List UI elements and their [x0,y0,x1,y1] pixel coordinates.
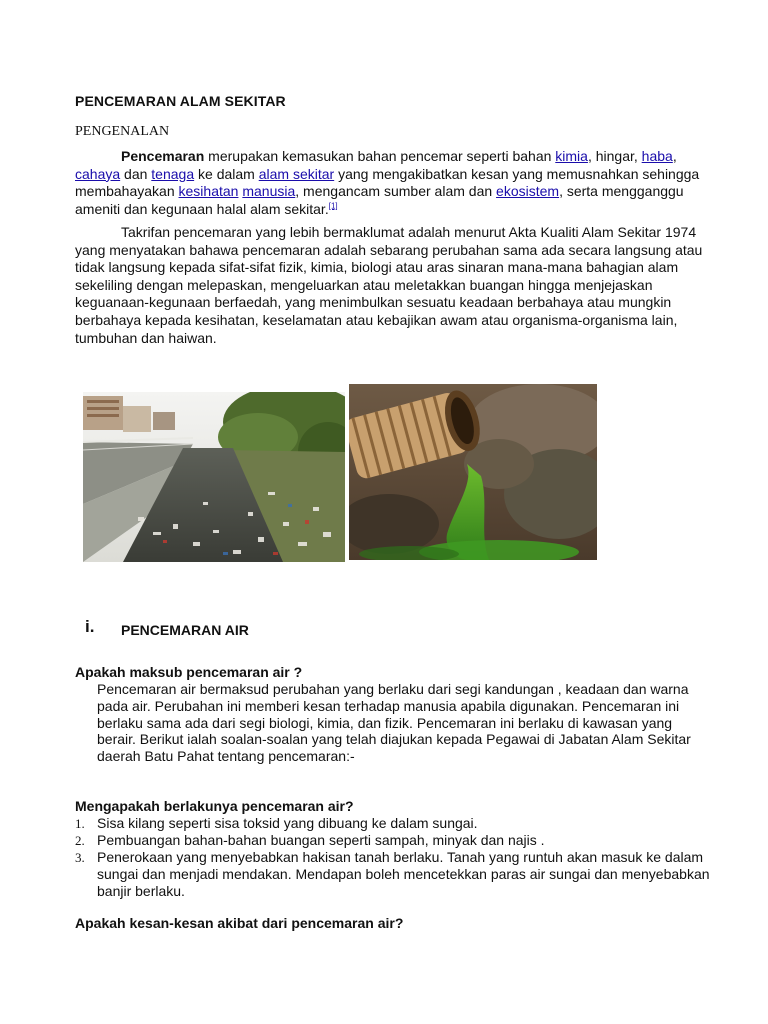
reference-link[interactable]: [1] [328,201,338,211]
section-numeral: i. [85,617,95,636]
question-heading-1: Apakah maksub pencemaran air ? [75,664,303,680]
list-item: 1. Sisa kilang seperti sisa toksid yang dibuang ke dalam sungai. [75,815,478,831]
document-title: PENCEMARAN ALAM SEKITAR [75,93,286,109]
answer-paragraph-1: Pencemaran air bermaksud perubahan yang berlaku dari segi kandungan , keadaan dan warna pada air. Perubahan ini memberi kesan terhadap manusia apabila digunakan. Pencemaran ini berlaku sama ada dari segi biologi, kimia, dan fizik. Pencemaran ini berlaku di kawasan yang berair. Berikut ialah soalan-soalan yang telah diajukan kepada Pegawai di Jabatan Alam Sekitar daerah Batu Pahat tentang pencemaran:- [97,681,691,765]
list-item: 3. Penerokaan yang menyebabkan hakisan tanah berlaku. Tanah yang runtuh akan masuk ke dalam sungai dan menjadi mendakan. Mendapan boleh mencetekkan paras air sungai dan menyebabkan banjir berlaku. [75,849,710,899]
intro-heading: PENGENALAN [75,124,170,139]
polluted-river-image [83,392,345,562]
link-manusia[interactable]: manusia [242,183,296,200]
intro-paragraph: Pencemaran merupakan kemasukan bahan pencemar seperti bahan kimia, hingar, haba, cahaya dan tenaga ke dalam alam sekitar yang mengakibatkan kesan yang memusnahkan sehingga membahayakan kesihatan manusia, mengancam sumber alam dan ekosistem, serta mengganggu ameniti dan kegunaan halal alam sekitar.[1] [75,148,700,217]
section-title: PENCEMARAN AIR [121,622,249,638]
question-heading-3: Apakah kesan-kesan akibat dari pencemaran air? [75,915,404,931]
discharge-pipe-image [349,384,597,560]
lead-term: Pencemaran [121,148,205,164]
link-tenaga[interactable]: tenaga [151,165,195,182]
link-haba[interactable]: haba [641,148,673,164]
question-heading-2: Mengapakah berlakunya pencemaran air? [75,798,354,814]
list-item: 2. Pembuangan bahan-bahan buangan seperti sampah, minyak dan najis . [75,832,545,848]
link-kesihatan[interactable]: kesihatan [178,183,239,200]
causes-list [75,815,715,900]
definition-paragraph: Takrifan pencemaran yang lebih bermaklumat adalah menurut Akta Kualiti Alam Sekitar 1974 yang menyatakan bahawa pencemaran adalah sebarang perubahan sama ada secara langsung atau tidak langsung kepada sifat-sifat fizik, kimia, biologi atau aras sinaran mana-mana bahagian alam sekeliling dengan melepaskan, mengeluarkan atau meletakkan buangan hingga menjejaskan keguanaan-kegunaan berfaedah, yang menimbulkan sesuatu keadaan berbahaya atau mungkin berbahaya kepada kesihatan, keselamatan atau kebajikan awam atau organisma-organisma lain, tumbuhan dan haiwan. [75,224,703,346]
link-cahaya[interactable]: cahaya [75,165,121,182]
link-kimia[interactable]: kimia [555,148,588,164]
link-ekosistem[interactable]: ekosistem [496,183,560,200]
link-alam-sekitar[interactable]: alam sekitar [258,165,335,182]
